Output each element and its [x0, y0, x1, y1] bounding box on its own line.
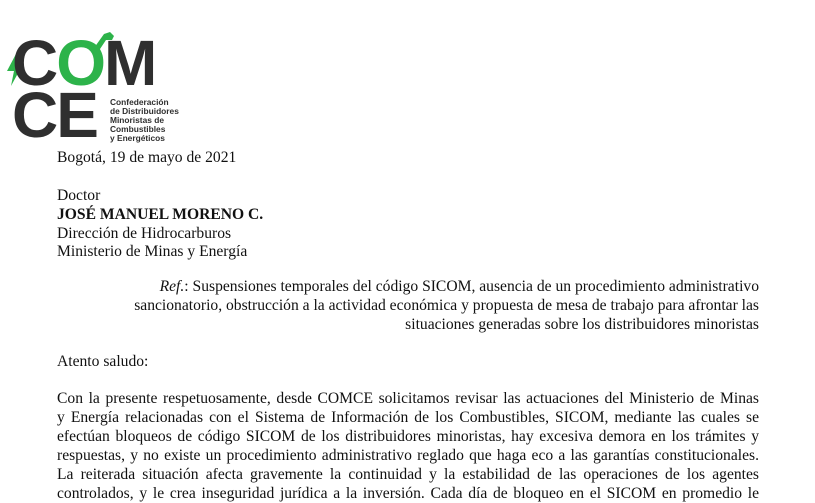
logo-subtitle-line: Combustibles [110, 124, 166, 134]
logo-subtitle [110, 98, 220, 143]
logo-letter-c: C [12, 27, 57, 99]
comce-logo [6, 27, 206, 151]
recipient-name: JOSÉ MANUEL MORENO C. [57, 206, 264, 223]
logo-subtitle-line: y Energéticos [110, 133, 165, 143]
greeting: Atento saludo: [57, 353, 149, 370]
recipient-title: Doctor [57, 187, 101, 204]
logo-subtitle-line: Minoristas de [110, 115, 164, 125]
body-line: La reiterada situación afecta gravemente la continuidad y la estabilidad de las operaciones de los agentes [57, 466, 759, 483]
body-line: respuestas, y no existe un procedimiento administrativo reglado que haga eco a las garantías constitucionales. [57, 447, 759, 464]
recipient-office: Dirección de Hidrocarburos [57, 225, 232, 242]
recipient-ministry: Ministerio de Minas y Energía [57, 243, 248, 260]
body-line: y Energía relacionadas con el Sistema de Información de los Combustibles, SICOM, mediante las cuales se [57, 409, 759, 426]
logo-subtitle-line: Confederación [110, 97, 169, 107]
logo-letter-m: M [104, 27, 156, 99]
reference-line: : Suspensiones temporales del código SICOM, ausencia de un procedimiento administrativo [184, 278, 759, 295]
reference-label: Ref. [159, 278, 185, 295]
logo-subtitle-line: de Distribuidores [110, 106, 179, 116]
reference-line: sancionatorio, obstrucción a la actividad económica y propuesta de mesa de trabajo para afrontar las [134, 297, 759, 314]
body-line: Con la presente respetuosamente, desde COMCE solicitamos revisar las actuaciones del Ministerio de Minas [57, 390, 759, 407]
logo-letter-o: O [56, 27, 104, 99]
letter-date: Bogotá, 19 de mayo de 2021 [57, 149, 237, 166]
body-line: efectúan bloqueos de código SICOM de los distribuidores minoristas, hay excesiva demora en los trámites y [57, 428, 759, 445]
body-paragraph [57, 389, 759, 503]
logo-wordmark-line2: CE [12, 79, 97, 151]
body-line: controlados, y le crea inseguridad jurídica a la inversión. Cada día de bloqueo en el SICOM en promedio le [57, 485, 759, 502]
reference-line: situaciones generadas sobre los distribuidores minoristas [405, 316, 759, 333]
reference-block [57, 277, 759, 334]
